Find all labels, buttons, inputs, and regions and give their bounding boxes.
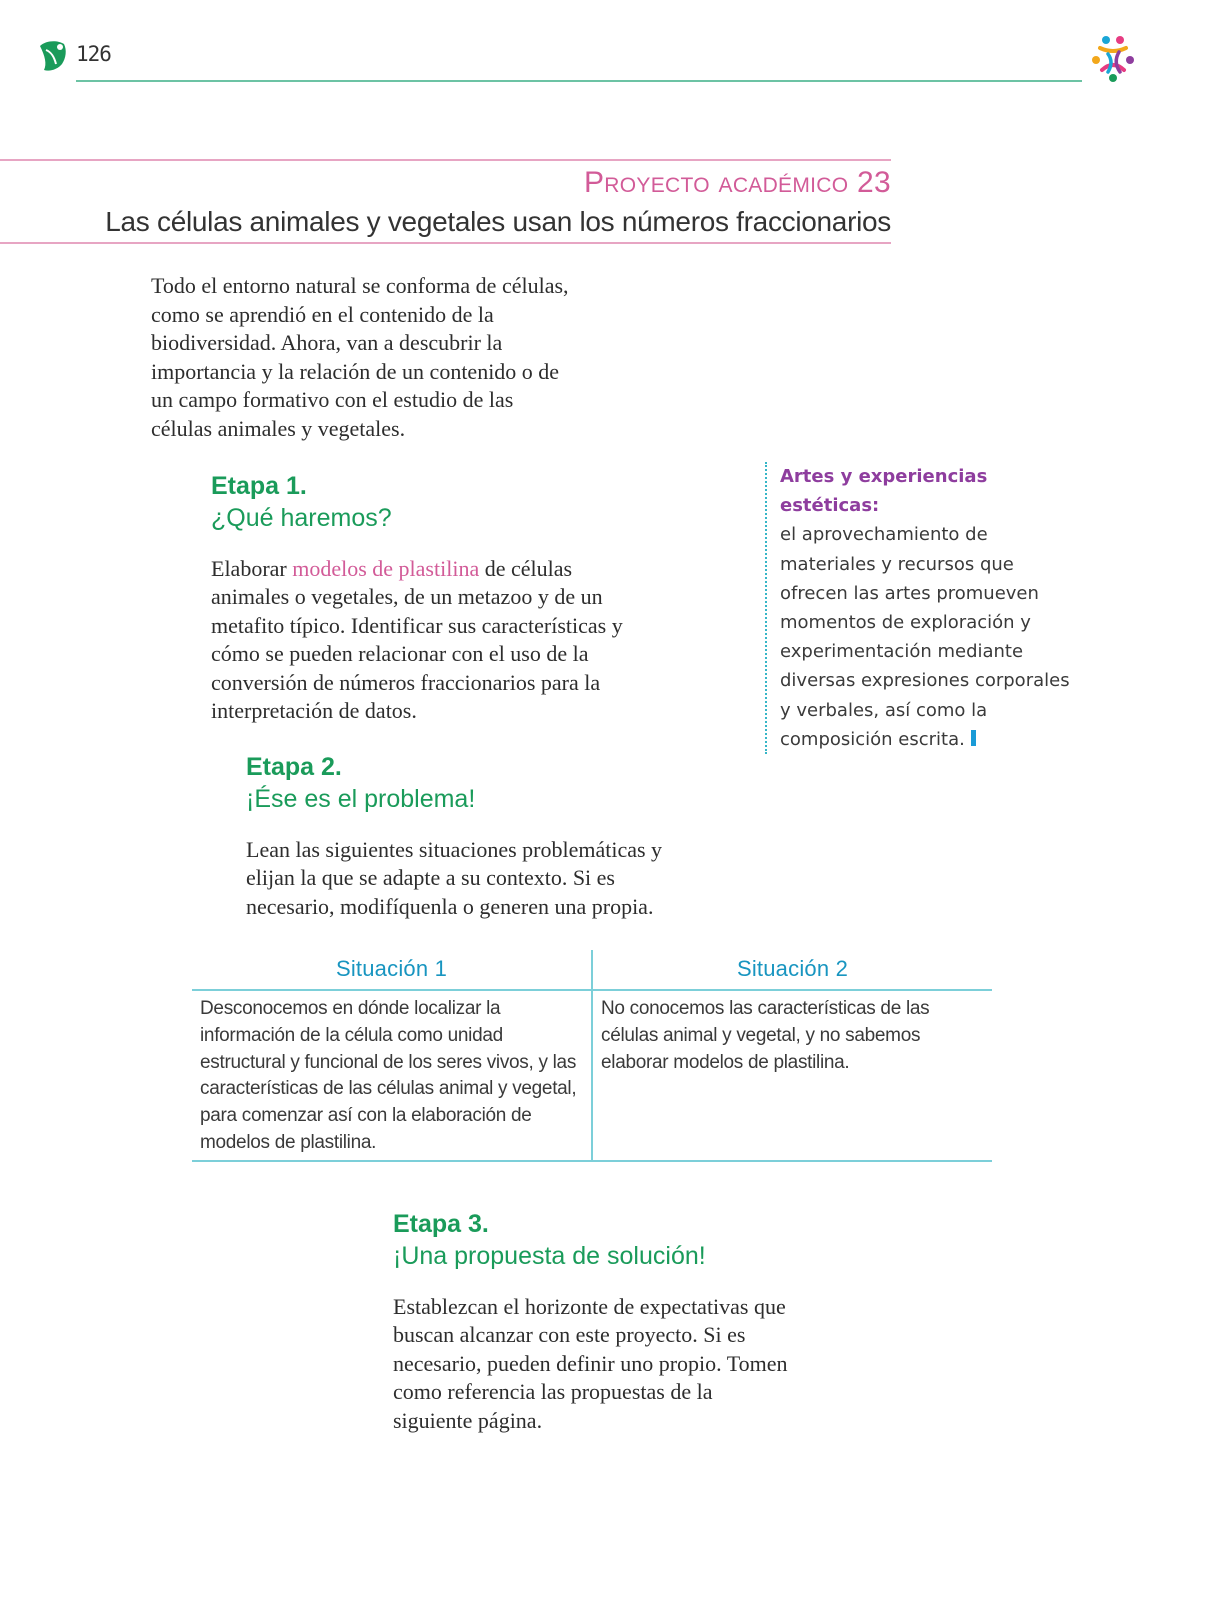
stage1-number: Etapa 1. xyxy=(211,472,307,500)
stage1-paragraph xyxy=(211,555,631,725)
leaf-book-icon xyxy=(36,38,70,74)
sidebar-note xyxy=(765,462,1080,754)
project-label: Proyecto académico 23 xyxy=(584,166,891,199)
stage2-paragraph: Lean las siguientes situaciones problemáticas y elijan la que se adapte a su contexto. Si es necesario, modifíquenla o generen una propia. xyxy=(246,837,663,919)
stage1-highlight: modelos de plastilina xyxy=(292,556,480,581)
situation-1-heading: Situación 1 xyxy=(335,956,448,981)
project-title: Las células animales y vegetales usan los números fraccionarios xyxy=(105,206,891,237)
stage3-heading xyxy=(393,1208,706,1272)
stage1-text-before: Elaborar xyxy=(211,556,293,581)
people-circle-icon xyxy=(1088,34,1138,84)
sidebar-title: Artes y experiencias estéticas: xyxy=(780,466,988,517)
sidebar-text: el aprovechamiento de materiales y recursos que ofrecen las artes promueven momentos de exploración y experimentación mediante diversas expresiones corporales y verbales, así como la composición escrita. xyxy=(780,524,1070,750)
page-number: 126 xyxy=(76,42,111,66)
end-mark xyxy=(971,730,976,746)
situation-2-text: No conocemos las características de las células animal y vegetal, y no sabemos elaborar modelos de plastilina. xyxy=(601,998,930,1073)
stage1-subtitle: ¿Qué haremos? xyxy=(211,504,392,532)
situation-1-text: Desconocemos en dónde localizar la información de la célula como unidad estructural y funcional de los seres vivos, y las características de las células animal y vegetal, para comenzar así con la elaboración de modelos de plastilina. xyxy=(200,998,577,1153)
stage2-subtitle: ¡Ése es el problema! xyxy=(246,785,476,813)
stage1-heading xyxy=(211,470,392,534)
stage1-text-after: de células animales o vegetales, de un metazoo y de un metafito típico. Identificar sus características y cómo se pueden relacionar con el uso de la conversión de números fraccionarios para la interpretación de datos. xyxy=(211,556,623,724)
situation-2-heading: Situación 2 xyxy=(736,956,849,981)
table-bottom-rule xyxy=(192,1160,992,1162)
header-divider xyxy=(76,80,1082,82)
title-rule-bottom xyxy=(0,242,891,244)
stage3-subtitle: ¡Una propuesta de solución! xyxy=(393,1242,706,1270)
intro-paragraph: Todo el entorno natural se conforma de células, como se aprendió en el contenido de la biodiversidad. Ahora, van a descubrir la importancia y la relación de un contenido o de un campo formativo con el estudio de las células animales y vegetales. xyxy=(151,273,569,441)
stage3-number: Etapa 3. xyxy=(393,1210,489,1238)
stage2-number: Etapa 2. xyxy=(246,753,342,781)
title-rule-top xyxy=(0,159,891,161)
stage2-heading xyxy=(246,751,475,815)
situations-table xyxy=(192,950,992,1162)
stage3-paragraph: Establezcan el horizonte de expectativas que buscan alcanzar con este proyecto. Si es necesario, pueden definir uno propio. Tomen como referencia las propuestas de la siguiente página. xyxy=(393,1294,788,1433)
table-column-divider xyxy=(591,950,593,1162)
